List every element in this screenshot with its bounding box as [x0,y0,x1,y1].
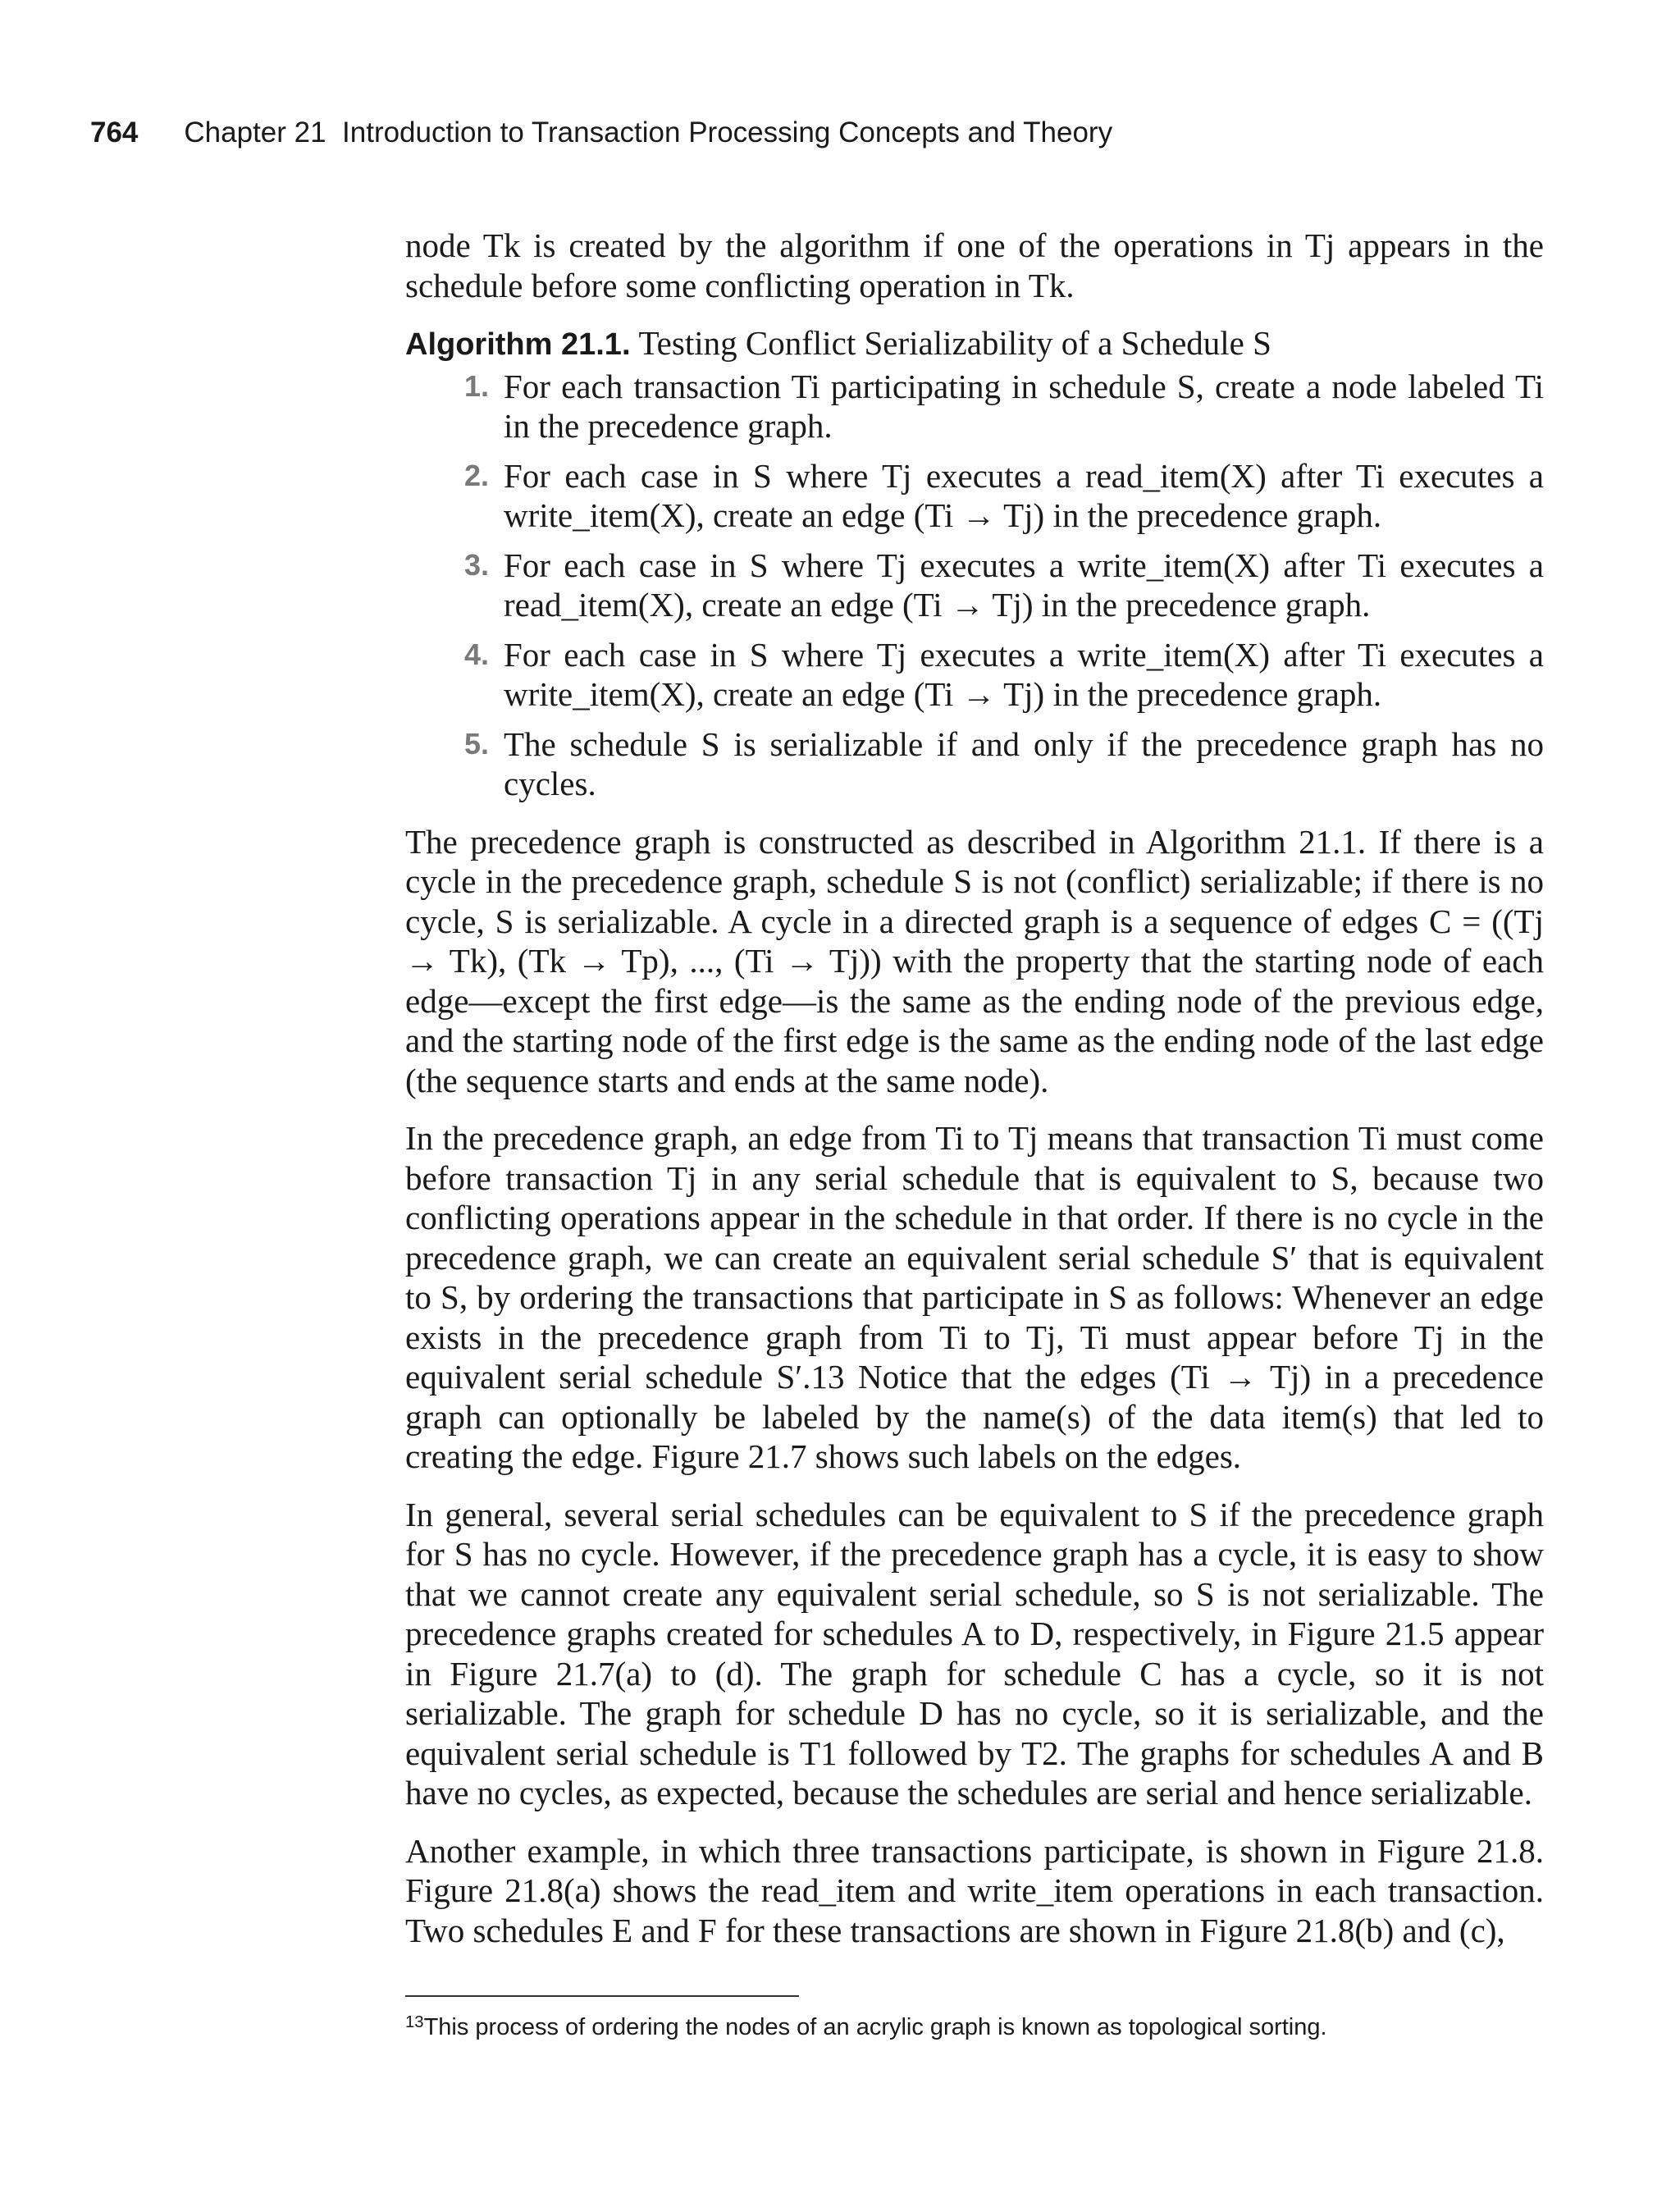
algorithm-step [405,724,1544,804]
footnote-divider [405,1995,799,1997]
page-body [405,226,1544,1968]
step-text: The schedule S is serializable if and only if the precedence graph has no cycles. [504,724,1544,802]
step-number: 3. [464,547,490,582]
algorithm-label: Algorithm 21.1. [405,327,631,362]
running-header [90,116,1567,158]
step-number: 4. [464,637,490,671]
footnote-marker: 13 [405,2012,424,2031]
algorithm-heading [405,323,1544,365]
algorithm-step [405,367,1544,446]
algorithm-block [405,323,1544,804]
algorithm-step [405,546,1544,625]
algorithm-title: Testing Conflict Serializability of a Schedule S [638,324,1271,362]
algorithm-steps [405,367,1544,804]
paragraph-three-transactions: Another example, in which three transactions participate, is shown in Figure 21.8. Figure 21.8(a) shows the read_item and write_item operations in each transaction. Two schedules E and F for these transactions are shown in Figure 21.8(b) and (c), [405,1831,1544,1949]
paragraph-cycle-definition: The precedence graph is constructed as described in Algorithm 21.1. If there is a cycle in the precedence graph, schedule S is not (conflict) serializable; if there is no cycle, S is serializable. A cycle in a directed graph is a sequence of edges C = ((Tj → Tk), (Tk → Tp), ..., (Ti → Tj)) with the property that the starting node of each edge—except the first edge—is the same as the ending node of the previous edge, and the starting node of the first edge is the same as the ending node of the last edge (the sequence starts and ends at the same node). [405,822,1544,1099]
running-title: Chapter 21 Introduction to Transaction Processing Concepts and Theory [184,116,1113,148]
step-text: For each case in S where Tj executes a write_item(X) after Ti executes a write_item(X), create an edge (Ti → Tj) in the precedence graph. [504,635,1544,713]
algorithm-step [405,635,1544,715]
footnote-text: This process of ordering the nodes of an acrylic graph is known as topological sorting. [423,2014,1327,2040]
intro-paragraph: node Tk is created by the algorithm if one of the operations in Tj appears in the schedule before some conflicting operation in Tk. [405,226,1544,304]
step-number: 1. [464,368,490,403]
paragraph-examples: In general, several serial schedules can be equivalent to S if the precedence graph for S has no cycle. However, if the precedence graph has a cycle, it is easy to show that we cannot create any equivalent serial schedule, so S is not serializable. The precedence graphs created for schedules A to D, respectively, in Figure 21.5 appear in Figure 21.7(a) to (d). The graph for schedule C has a cycle, so it is not serializable. The graph for schedule D has no cycle, so it is serializable, and the equivalent serial schedule is T1 followed by T2. The graphs for schedules A and B have no cycles, as expected, because the schedules are serial and hence serializable. [405,1495,1544,1811]
step-text: For each case in S where Tj executes a write_item(X) after Ti executes a read_item(X), create an edge (Ti → Tj) in the precedence graph. [504,546,1544,624]
algorithm-step [405,456,1544,536]
step-number: 2. [464,458,490,492]
page-number: 764 [90,116,139,148]
step-number: 5. [464,726,490,761]
step-text: For each transaction Ti participating in schedule S, create a node labeled Ti in the precedence graph. [504,367,1544,445]
paragraph-edge-meaning: In the precedence graph, an edge from Ti to Tj means that transaction Ti must come before transaction Tj in any serial schedule that is equivalent to S, because two conflicting operations appear in the schedule in that order. If there is no cycle in the precedence graph, we can create an equivalent serial schedule S′ that is equivalent to S, by ordering the transactions that participate in S as follows: Whenever an edge exists in the precedence graph from Ti to Tj, Ti must appear before Tj in the equivalent serial schedule S′.13 Notice that the edges (Ti → Tj) in a precedence graph can optionally be labeled by the name(s) of the data item(s) that led to creating the edge. Figure 21.7 shows such labels on the edges. [405,1119,1544,1475]
step-text: For each case in S where Tj executes a read_item(X) after Ti executes a write_item(X), create an edge (Ti → Tj) in the precedence graph. [504,456,1544,534]
footnote [405,2012,1544,2043]
